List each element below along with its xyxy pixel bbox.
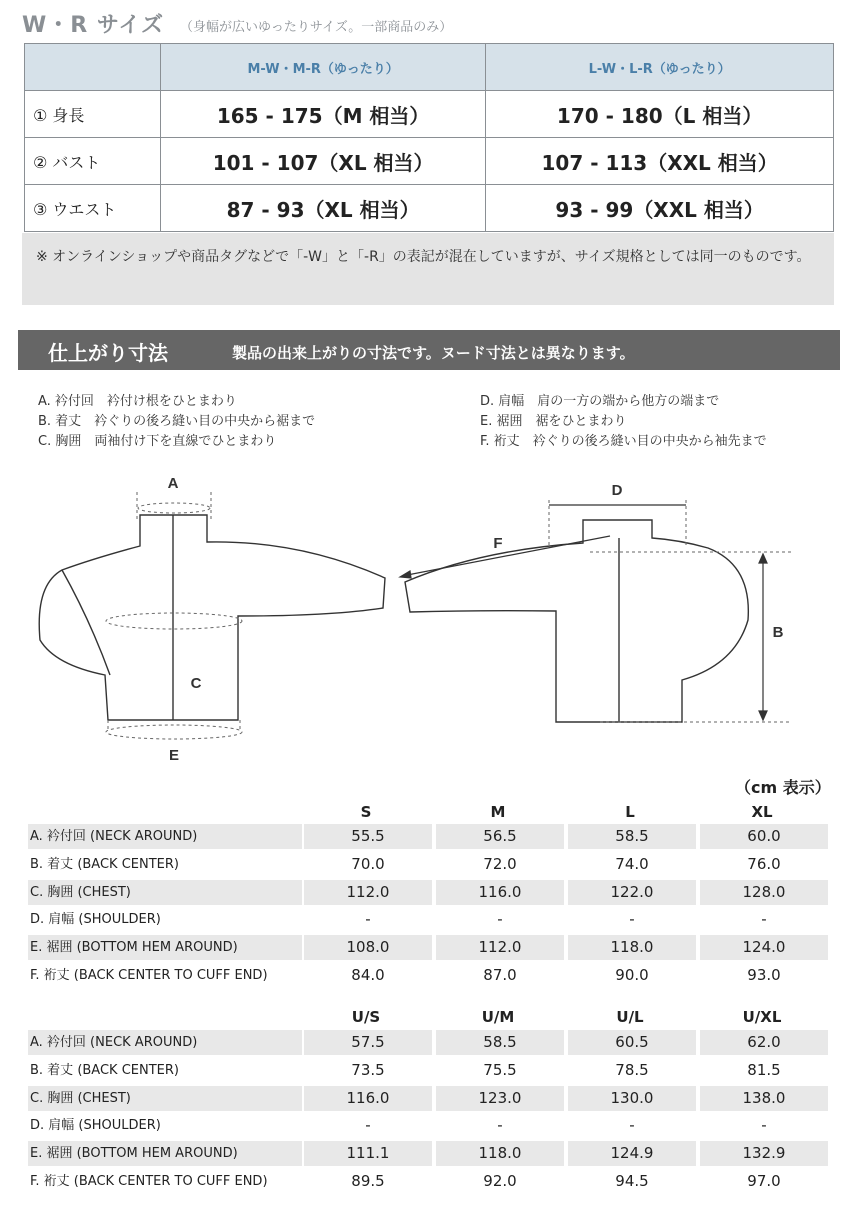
wr-cell: 107 - 113（XXL 相当） [486,138,834,185]
table-cell: 58.5 [436,1030,564,1055]
table-cell: 116.0 [304,1086,432,1111]
hem-measure-ellipse [106,725,242,739]
size-header: L [625,803,635,821]
row-label: B. 着丈 (BACK CENTER) [30,1062,179,1078]
table-cell: 76.0 [747,854,781,873]
wr-table-corner [25,44,161,91]
row-label: C. 胸囲 (CHEST) [28,1086,302,1111]
wr-cell: 165 - 175（M 相当） [161,91,486,138]
wr-row-label: ③ ウエスト [25,185,161,232]
sleeve-measure-line [402,536,610,576]
table-cell: - [761,1116,767,1135]
table-cell: 132.9 [700,1141,828,1166]
note-box [22,233,834,305]
table-row [28,824,828,849]
table-cell: 118.0 [436,1141,564,1166]
table-cell: 72.0 [483,854,517,873]
row-label: A. 衿付回 (NECK AROUND) [28,1030,302,1055]
table-cell: 138.0 [700,1086,828,1111]
table-row [28,1058,828,1083]
table-cell: - [497,1116,503,1135]
definition-e: E. 裾囲 裾をひとまわり [480,414,627,429]
unit-label: （cm 表示） [735,778,831,797]
table-cell: 128.0 [700,880,828,905]
table-row [28,880,828,905]
table-cell: 124.9 [568,1141,696,1166]
table-cell: 56.5 [436,824,564,849]
table-cell: - [629,1116,635,1135]
table-row [28,1030,828,1055]
row-label: B. 着丈 (BACK CENTER) [30,856,179,872]
table-cell: 89.5 [351,1172,385,1190]
table-cell: 55.5 [304,824,432,849]
note-text: ※ オンラインショップや商品タグなどで「-W」と「-R」の表記が混在していますが、サイズ規格としては同一のものです。 [36,249,811,265]
table-cell: 122.0 [568,880,696,905]
table-cell: 74.0 [615,854,649,873]
label-e: E [168,747,180,764]
wr-table-row [25,138,834,185]
wr-cell: 93 - 99（XXL 相当） [486,185,834,232]
label-b: B [772,624,784,641]
size-header: U/L [616,1008,644,1026]
definition-list-right [480,392,767,452]
table-cell: 73.5 [351,1060,385,1079]
table-cell: 123.0 [436,1086,564,1111]
table-cell: - [497,910,503,929]
row-label: D. 肩幅 (SHOULDER) [30,912,161,928]
table-cell: 84.0 [351,966,385,984]
wr-size-subtitle: （身幅が広いゆったりサイズ。一部商品のみ） [180,20,453,35]
table-cell: 112.0 [436,935,564,960]
table-cell: 108.0 [304,935,432,960]
table-row [28,963,828,988]
wr-size-title: W・R サイズ [22,13,165,38]
definition-list-left [38,392,315,452]
table-cell: 87.0 [483,966,517,984]
table-cell: 92.0 [483,1172,517,1190]
back-jacket-outline [405,520,748,722]
table-cell: 90.0 [615,966,649,984]
neck-measure-ellipse [138,503,210,513]
table-row [28,907,828,932]
wr-cell: 170 - 180（L 相当） [486,91,834,138]
size-header: XL [751,803,773,821]
wr-cell: 87 - 93（XL 相当） [161,185,486,232]
size-header: M [490,803,506,821]
table-row [28,1169,828,1194]
label-d: D [611,482,623,499]
size-header: S [360,803,372,821]
chest-measure-ellipse [106,613,242,629]
table-cell: 62.0 [700,1030,828,1055]
row-label: C. 胸囲 (CHEST) [28,880,302,905]
definition-b: B. 着丈 衿ぐりの後ろ縫い目の中央から裾まで [38,414,316,429]
table-cell: 97.0 [747,1172,781,1190]
table-cell: 78.5 [615,1060,649,1079]
table-row [28,935,828,960]
wr-table-header-row [25,44,834,91]
row-label: E. 裾囲 (BOTTOM HEM AROUND) [28,1141,302,1166]
table-cell: 60.0 [700,824,828,849]
table-cell: 75.5 [483,1060,517,1079]
wr-table-row [25,91,834,138]
table-cell: - [761,910,767,929]
size-header: U/M [481,1008,515,1026]
wr-col-header-m: M-W・M-R（ゆったり） [161,44,486,91]
row-label: A. 衿付回 (NECK AROUND) [28,824,302,849]
wr-cell: 101 - 107（XL 相当） [161,138,486,185]
finish-section-title: 仕上がり寸法 [48,341,168,365]
row-label: E. 裾囲 (BOTTOM HEM AROUND) [28,935,302,960]
table-cell: 58.5 [568,824,696,849]
size-header: U/S [351,1008,381,1026]
size-header: U/XL [742,1008,782,1026]
label-f: F [493,535,503,552]
definition-d: D. 肩幅 肩の一方の端から他方の端まで [480,394,720,409]
table-row [28,1086,828,1111]
table-cell: 130.0 [568,1086,696,1111]
finish-section-subtitle: 製品の出来上がりの寸法です。ヌード寸法とは異なります。 [232,344,635,362]
front-sleeve-seam [62,570,110,675]
table-cell: 111.1 [304,1141,432,1166]
front-jacket-outline [39,515,385,720]
definition-c: C. 胸囲 両袖付け下を直線でひとまわり [38,434,277,449]
table-cell: 124.0 [700,935,828,960]
wr-row-label: ② バスト [25,138,161,185]
table-cell: - [365,1116,371,1135]
row-label: F. 裄丈 (BACK CENTER TO CUFF END) [30,1174,268,1189]
table-cell: 60.5 [568,1030,696,1055]
table-cell: 112.0 [304,880,432,905]
label-a: A [167,475,179,492]
row-label: F. 裄丈 (BACK CENTER TO CUFF END) [30,968,268,983]
table-cell: 57.5 [304,1030,432,1055]
table-cell: 81.5 [747,1060,781,1079]
table-row [28,1141,828,1166]
table-row [28,852,828,877]
table-cell: 116.0 [436,880,564,905]
definition-a: A. 衿付回 衿付け根をひとまわり [38,394,237,409]
table-cell: 94.5 [615,1172,649,1190]
label-c: C [190,675,202,692]
garment-diagram [0,470,849,770]
table-cell: 70.0 [351,854,385,873]
table-row [28,1113,828,1138]
wr-table-row [25,185,834,232]
table-cell: 118.0 [568,935,696,960]
wr-col-header-l: L-W・L-R（ゆったり） [486,44,834,91]
wr-row-label: ① 身長 [25,91,161,138]
table-cell: - [365,910,371,929]
wr-size-table [24,43,834,232]
table-cell: - [629,910,635,929]
table-cell: 93.0 [747,966,781,984]
row-label: D. 肩幅 (SHOULDER) [30,1118,161,1134]
definition-f: F. 裄丈 衿ぐりの後ろ縫い目の中央から袖先まで [480,434,767,449]
